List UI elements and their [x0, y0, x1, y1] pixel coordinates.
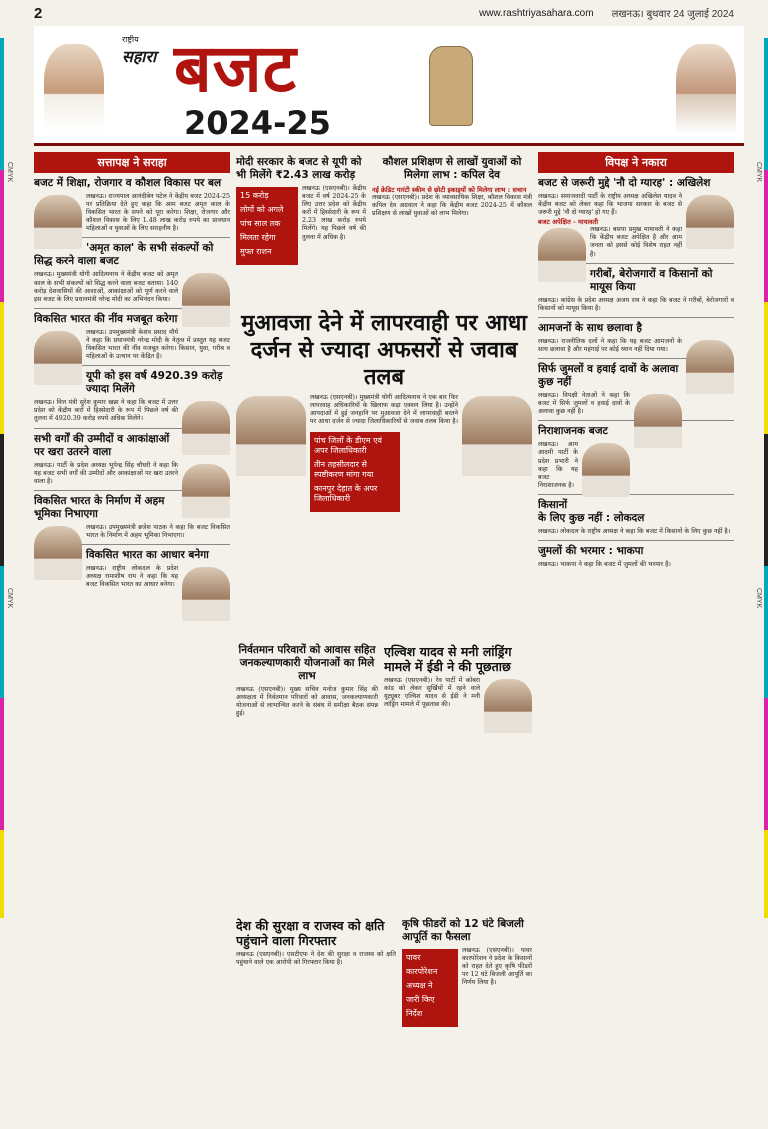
portrait-photo — [484, 679, 532, 733]
portrait-photo — [634, 394, 682, 448]
story-upi-funds — [236, 152, 366, 302]
story-elvish-ed — [384, 640, 532, 910]
article-text: लखनऊ। पार्टी के प्रदेश अध्यक्ष भूपेन्द्र सिंह चौधरी ने कहा कि यह बजट सभी वर्गों की उम्मीदों और आकांक्षाओं पर खरा उतरने वाला है। — [34, 461, 178, 485]
color-strip-right — [764, 38, 768, 918]
national-emblem-icon — [429, 46, 473, 126]
portrait-photo — [538, 228, 586, 282]
article-text: लखनऊ। वित्त मंत्री सुरेश कुमार खन्ना ने कहा कि बजट में उत्तर प्रदेश को केंद्रीय करों में हिस्सेदारी के रूप में पिछले वर्ष की तुलना में 4920.39 करोड़ रुपये अधिक मिलेंगे। — [34, 399, 178, 423]
article-text: लखनऊ (एसएनबी)। रेव पार्टी में कोबरा कांड को लेकर सुर्खियों में रहने वाले यूट्यूबर एल्विश यादव से ईडी ने मनी लांड्रिंग मामले में पूछताछ की। — [384, 677, 480, 709]
portrait-photo — [34, 195, 82, 249]
article-text: लखनऊ (एसएनबी)। पावर कारपोरेशन ने प्रदेश के किसानों को राहत देते हुए कृषि फीडरों पर 12 घंटे बिजली आपूर्ति का निर्णय लिया है। — [462, 947, 532, 987]
section-band: सत्तापक्ष ने सराहा — [34, 152, 230, 173]
page-number: 2 — [34, 4, 43, 22]
left-column — [34, 152, 230, 1117]
portrait-photo — [462, 396, 532, 476]
newspaper-logo: राष्ट्रीय सहारा — [122, 35, 157, 66]
headline: एल्विश यादव से मनी लांड्रिंग मामले में ईडी ने की पूछताछ — [384, 644, 512, 674]
portrait-photo — [582, 443, 630, 497]
portrait-photo — [686, 340, 734, 394]
portrait-photo — [236, 396, 306, 476]
story-power-supply — [402, 914, 532, 1114]
headline: विकसित भारत का आधार बनेगा — [86, 548, 209, 561]
article-text: लखनऊ। आम आदमी पार्टी के प्रदेश प्रभारी ने कहा कि यह बजट निराशाजनक है। — [538, 441, 578, 489]
headline: बजट से जरूरी मुद्दे 'नौ दो ग्यारह' : अखिलेश — [538, 177, 711, 189]
article-text: लखनऊ। उपमुख्यमंत्री ब्रजेश पाठक ने कहा कि बजट विकसित भारत के निर्माण में अहम भूमिका निभाएगा। — [86, 523, 230, 539]
headline: निर्वतमान परिवारों को आवास सहित जनकल्याणकारी योजनाओं का मिले लाभ — [238, 644, 376, 682]
portrait-photo — [182, 401, 230, 455]
cmyk-mark: CMYK — [6, 588, 13, 609]
portrait-photo — [182, 567, 230, 621]
article-text: लखनऊ। भाकपा ने कहा कि बजट में जुमलों की भरमार है। — [538, 560, 671, 568]
article-text: लखनऊ (एसएनबी)। एसटीएफ ने देश की सुरक्षा व राजस्व को क्षति पहुंचाने वाले एक आरोपी को गिरफ्तार किया है। — [236, 951, 396, 967]
story-security-arrest — [236, 914, 396, 1114]
headline: किसानों के लिए कुछ नहीं : लोकदल — [538, 498, 645, 524]
budget-title: बजट — [174, 30, 297, 107]
portrait-photo — [182, 464, 230, 518]
budget-year: 2024-25 — [184, 104, 331, 142]
portrait-photo — [34, 526, 82, 580]
article-text: लखनऊ (एसएनबी)। प्रदेश के व्यावसायिक शिक्षा, कौशल विकास मंत्री कपिल देव अग्रवाल ने कहा कि केंद्रीय बजट 2024-25 में कौशल प्रशिक्षण से लाखों युवाओं को लाभ मिलेगा। — [372, 194, 532, 218]
article-text: लखनऊ। उपमुख्यमंत्री केशव प्रसाद मौर्य ने कहा कि प्रधानमंत्री नरेन्द्र मोदी के नेतृत्व में प्रस्तुत यह बजट विकसित भारत की नींव मजबूत करेगा। किसान, युवा, गरीब व महिलाओं के उत्थान पर केंद्रित है। — [86, 328, 230, 361]
article-text: लखनऊ। राजनीतिक दलों ने कहा कि यह बजट आमजनों के साथ छलावा है और महंगाई पर कोई ध्यान नहीं दिया गया। — [538, 337, 682, 353]
highlight-box: पांच जिलों के डीएम एवं अपर जिलाधिकारी तीन तहसीलदार से स्पष्टीकरण मांगा गया कानपुर देहात के अपर जिलाधिकारी — [310, 432, 400, 512]
article-text: लखनऊ। राष्ट्रीय लोकदल के प्रदेश अध्यक्ष रामाशीष राय ने कहा कि यह बजट विकसित भारत का आधार बनेगा। — [86, 564, 178, 589]
dateline: लखनऊ। बुधवार 24 जुलाई 2024 — [611, 9, 734, 20]
story-housing — [236, 640, 378, 910]
portrait-photo — [44, 44, 104, 134]
article-text: लखनऊ। समाजवादी पार्टी के राष्ट्रीय अध्यक्ष अखिलेश यादव ने केंद्रीय बजट को लेकर कहा कि भाजपा सरकार के बजट से जरूरी मुद्दे 'नौ दो ग्यारह' हो गए हैं। — [538, 193, 682, 217]
headline: देश की सुरक्षा व राजस्व को क्षति पहुंचाने वाला गिरफ्तार — [236, 918, 385, 948]
portrait-photo — [686, 195, 734, 249]
article-text: लखनऊ (एसएनबी)। केंद्रीय बजट में वर्ष 2024-25 के लिए उत्तर प्रदेश को केंद्रीय करों में हिस्सेदारी के रूप में 2.23 लाख करोड़ रुपये मिलेंगे। यह पिछले वर्ष की तुलना में अधिक है। — [302, 185, 366, 241]
section-band: विपक्ष ने नकारा — [538, 152, 734, 173]
lead-story — [236, 306, 532, 636]
portrait-photo — [182, 273, 230, 327]
headline: सिर्फ जुमलों व हवाई दावों के अलावा कुछ नहीं — [538, 363, 679, 389]
headline: बजट में शिक्षा, रोजगार व कौशल विकास पर बल — [34, 177, 222, 189]
subheadline: नई क्रेडिट गारंटी स्कीम से छोटी इकाइयों को मिलेगा लाभ : सचान — [372, 186, 527, 194]
article-text: लखनऊ। बसपा प्रमुख मायावती ने कहा कि केंद्रीय बजट अपेक्षित है और आम जनता को इससे कोई विशेष राहत नहीं है। — [590, 226, 682, 258]
highlight-box: पावर कारपोरेशन अध्यक्ष ने जारी किए निर्देश — [402, 949, 458, 1027]
subheadline: बजट अपेक्षित - मायावती — [538, 218, 599, 227]
headline: आमजनों के साथ छलावा है — [538, 321, 642, 334]
article-text: लखनऊ (एसएनबी)। मुख्यमंत्री योगी आदित्यनाथ ने एक बार फिर लापरवाह अधिकारियों के खिलाफ कड़ा एक्शन लिया है। उन्होंने आपदाओं में हुई जनहानि पर मुआवजा देने में लापरवाही बरतने पर आधा दर्जन से ज्यादा जिलाधिकारियों से जवाब तलब किया है। — [310, 394, 458, 426]
story-skill-training — [372, 152, 532, 302]
headline: मोदी सरकार के बजट से यूपी को भी मिलेंगे ₹2.43 लाख करोड़ — [236, 156, 362, 181]
article-text: लखनऊ (एसएनबी)। मुख्य सचिव मनोज कुमार सिंह की अध्यक्षता में निर्वतमान परिवारों को आवास, जनकल्याणकारी योजनाओं से लाभान्वित करने के संबंध में समीक्षा बैठक संपन्न हुई। — [236, 686, 378, 718]
right-column — [538, 152, 734, 1117]
cmyk-mark: CMYK — [755, 162, 762, 183]
website-url[interactable]: www.rashtriyasahara.com — [479, 7, 594, 19]
article-text: लखनऊ। लोकदल के राष्ट्रीय अध्यक्ष ने कहा कि बजट में किसानों के लिए कुछ नहीं है। — [538, 527, 731, 535]
article-text: लखनऊ। विपक्षी नेताओं ने कहा कि बजट में सिर्फ जुमलों व हवाई दावों के अलावा कुछ नहीं है। — [538, 392, 630, 416]
headline: कौशल प्रशिक्षण से लाखों युवाओं को मिलेगा लाभ : कपिल देव — [382, 156, 522, 181]
color-strip-left — [0, 38, 4, 918]
portrait-photo — [676, 44, 736, 134]
headline: निराशाजनक बजट — [538, 425, 608, 438]
headline: जुमलों की भरमार : भाकपा — [538, 544, 644, 557]
highlight-box: 15 करोड़ लोगों को अगले पांच साल तक मिलता रहेगा मुफ्त राशन — [236, 187, 298, 265]
article-text: लखनऊ। कांग्रेस के प्रदेश अध्यक्ष अजय राय ने कहा कि बजट ने गरीबों, बेरोजगारों व किसानों को मायूस किया है। — [538, 296, 734, 312]
headline: सभी वर्गों की उम्मीदों व आकांक्षाओं पर खरा उतरने वाला — [34, 432, 170, 458]
headline: गरीबों, बेरोजगारों व किसानों को मायूस किया — [590, 267, 713, 293]
page-header — [0, 0, 768, 26]
article-text: लखनऊ। राज्यपाल आनंदीबेन पटेल ने केंद्रीय बजट 2024-25 पर प्रतिक्रिया देते हुए कहा कि आम बजट अमृत काल के विकसित भारत के सपने को पूरा करेगा। शिक्षा, रोजगार और कौशल विकास के लिए 1.48 लाख करोड़ रुपये का प्रावधान महिलाओं व युवाओं के लिए सराहनीय है। — [86, 193, 230, 233]
cmyk-mark: CMYK — [6, 162, 13, 183]
headline: विकसित भारत की नींव मजबूत करेगा — [34, 312, 178, 325]
headline: 'अमृत काल' के सभी संकल्पों को सिद्ध करने वाला बजट — [34, 242, 214, 268]
article-text: लखनऊ। मुख्यमंत्री योगी आदित्यनाथ ने केंद्रीय बजट को अमृत काल के सभी संकल्पों को सिद्ध करने वाला बजट बताया। 140 करोड़ देशवासियों की आशाओं, आकांक्षाओं को पूर्ण करने वाले इस बजट के लिए प्रधानमंत्री नरेन्द्र मोदी का अभिनंदन किया। — [34, 271, 178, 303]
lead-headline: मुआवजा देने में लापरवाही पर आधा दर्जन से ज्यादा अफसरों से जवाब तलब — [241, 311, 527, 390]
headline: विकसित भारत के निर्माण में अहम भूमिका निभाएगा — [34, 494, 165, 520]
headline: यूपी को इस वर्ष 4920.39 करोड़ ज्यादा मिलेंगे — [86, 370, 223, 396]
portrait-photo — [34, 331, 82, 385]
masthead — [34, 26, 744, 146]
cmyk-mark: CMYK — [755, 588, 762, 609]
headline: कृषि फीडरों को 12 घंटे बिजली आपूर्ति का फैसला — [402, 918, 524, 943]
